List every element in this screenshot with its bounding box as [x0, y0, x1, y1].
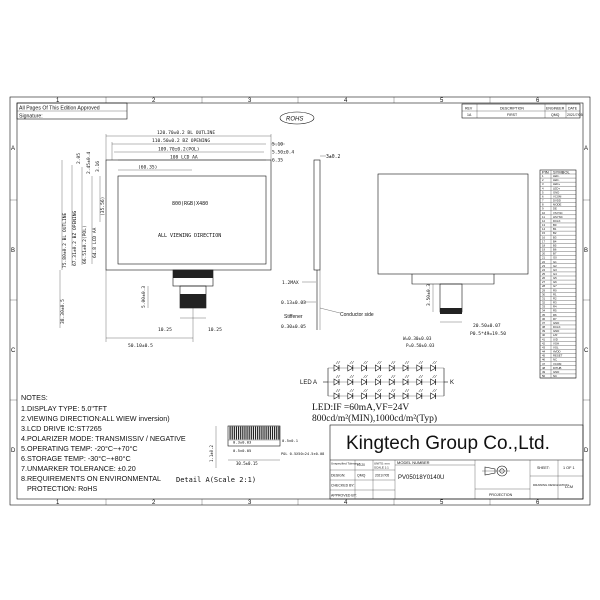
led-diode-icon [417, 361, 423, 371]
pin-symbol: G3 [553, 267, 557, 272]
contact-pad [266, 427, 267, 440]
tb-model-number: PV05018Y0140U [398, 475, 445, 481]
pin-number: 25 [542, 272, 546, 276]
led-diode-icon [348, 361, 354, 371]
pin-symbol: LED+ [553, 182, 561, 187]
pin-number: 33 [542, 304, 546, 309]
pin-symbol: R5 [553, 308, 557, 313]
led-diode-icon [375, 375, 381, 385]
pin-number: 45 [542, 353, 546, 358]
detail-dim-3: 0.5±0.1 [282, 438, 299, 443]
zone-col-6-bottom: 6 [536, 500, 540, 506]
led-diode-icon [375, 361, 381, 371]
pin-table [540, 170, 576, 379]
side-stiffener: Stiffener [284, 314, 303, 320]
contact-pad [249, 427, 250, 440]
title-block [330, 425, 583, 499]
pin-number: 48 [542, 365, 546, 370]
detail-dim-1: 0.3±0.03 [233, 439, 252, 445]
pin-number: 10 [542, 210, 546, 215]
contact-pad [244, 427, 245, 440]
front-view [60, 130, 294, 349]
pin-number: 16 [542, 235, 546, 240]
led-diode-icon [362, 361, 368, 371]
contact-pad [246, 427, 247, 440]
pin-symbol: G4 [553, 272, 557, 276]
dim-v-pol: 66.51±0.2(POL) [83, 225, 88, 264]
contact-pad [236, 427, 237, 440]
pin-number: 36 [542, 316, 546, 321]
led-diode-icon [431, 389, 437, 399]
pin-symbol: G6 [553, 280, 557, 285]
dim-38-30: 38.30±0.5 [61, 299, 66, 324]
rev-row-desc: FIRST [507, 113, 518, 117]
note-7: 7.UNMARKER TOLERANCE: ±0.20 [21, 464, 136, 473]
pin-number: 26 [542, 276, 546, 281]
rohs-badge [280, 112, 314, 124]
note-5: 5.OPERATING TEMP: -20°C~+70°C [21, 444, 138, 453]
pin-symbol: G1 [553, 259, 557, 264]
pin-symbol: R2 [553, 296, 557, 301]
viewing-label: ALL VIEWING DIRECTION [158, 233, 222, 239]
contact-pad [274, 427, 275, 440]
notes [21, 393, 186, 493]
pin-number: 4 [542, 186, 544, 191]
pin-number: 18 [542, 243, 546, 248]
dim-bl-outline: 120.70±0.2 BL OUTLINE [157, 131, 216, 136]
zone-row-a-right: A [584, 146, 589, 152]
pin-number: 24 [542, 267, 546, 272]
zone-row-c: C [11, 348, 16, 354]
pin-number: 21 [542, 255, 546, 260]
tb-design-date: 2021/7/05 [375, 473, 390, 478]
pin-symbol: GND [553, 190, 560, 195]
led-diode-icon [334, 389, 340, 399]
pin-symbol: GND [553, 329, 560, 334]
dim-right-3: 6.35 [272, 158, 284, 164]
pin-number: 28 [542, 284, 546, 289]
pin-number: 37 [542, 320, 546, 325]
led-diode-icon [403, 361, 409, 371]
pin-symbol: GND [553, 320, 560, 325]
rev-row-date: 2021/7/05 [567, 113, 583, 117]
zone-col-2: 2 [152, 98, 156, 104]
zone-col-2-bottom: 2 [152, 500, 156, 506]
pin-number: 42 [542, 341, 546, 346]
pin-symbol: R4 [553, 304, 557, 309]
detail-dim-4: 30.5±0.15 [236, 461, 258, 466]
pin-symbol: VCOM [553, 361, 562, 366]
side-0-30: 0.30±0.05 [281, 325, 306, 330]
pin-number: 12 [542, 218, 546, 223]
pin-symbol: NC [553, 374, 558, 378]
tb-projection-label: PROJECTION [489, 493, 513, 497]
pin-symbol: R0 [553, 288, 557, 293]
signature-label: Signature: [19, 113, 43, 120]
contact-pad [263, 427, 264, 440]
zone-row-d-right: D [584, 448, 589, 454]
dim-bz-opening: 110.50±0.2 BZ OPENING [152, 139, 211, 144]
pin-number: 47 [542, 361, 546, 366]
rev-header-rev: REV [465, 106, 473, 111]
pin-symbol: RESET [553, 353, 563, 358]
rear-view [378, 174, 528, 349]
pin-number: 50 [542, 374, 546, 378]
pin-symbol: DCLK [553, 325, 561, 330]
side-view [281, 154, 374, 330]
dim-pol: 109.70±0.2(POL) [158, 147, 200, 153]
dim-fpc-left: 10.25 [158, 328, 172, 333]
pin-number: 40 [542, 333, 546, 338]
dim-right-2: 5.50±0.4 [272, 150, 295, 156]
contact-pad [251, 427, 252, 440]
note-1: 1.DISPLAY TYPE: 5.0"TFT [21, 404, 108, 413]
note-2: 2.VIEWING DIRECTION:ALL WIEW inversion) [21, 414, 170, 423]
pin-symbol: B2 [553, 231, 557, 236]
pin-number: 22 [542, 259, 546, 264]
side-thickness: 3±0.2 [326, 155, 341, 160]
pin-number: 31 [542, 296, 546, 301]
tb-drawing-value: LCM [565, 485, 574, 489]
led-diode-icon [348, 389, 354, 399]
contact-pad [230, 427, 231, 440]
revision-table [462, 104, 583, 118]
pin-number: 46 [542, 357, 546, 362]
pin-number: 27 [542, 280, 546, 285]
pin-number: 2 [542, 178, 544, 183]
rev-row-eng: QMQ [551, 113, 560, 117]
pin-symbol: B0 [553, 223, 557, 228]
company-name: Kingtech Group Co.,Ltd. [346, 433, 550, 454]
pin-symbol: DE [553, 206, 557, 211]
zone-col-4-bottom: 4 [344, 500, 348, 506]
led-diode-icon [334, 361, 340, 371]
bl-outline [106, 160, 271, 270]
fpc-connector [173, 270, 213, 278]
dim-lcd-aa: 108 LCD AA [170, 155, 198, 161]
projection-symbol-icon [482, 466, 510, 476]
zone-col-1-bottom: 1 [56, 500, 60, 506]
zone-col-5: 5 [440, 98, 444, 104]
dim-lcd-half: (60.35) [138, 165, 158, 171]
led-diode-icon [403, 389, 409, 399]
rev-header-eng: ENGINEER [546, 106, 565, 111]
led-diode-icon [389, 375, 395, 385]
side-conductor: Conductor side [340, 312, 374, 318]
pin-symbol: AVDD [553, 349, 561, 354]
pin-symbol: VCOM [553, 194, 562, 199]
pin-number: 7 [542, 198, 544, 203]
led-cathode-label: K [450, 380, 455, 386]
dim-v-bz-opening: 67.31±0.2 BZ OPENING [73, 210, 78, 266]
zone-col-3-bottom: 3 [248, 500, 252, 506]
pin-symbol: LED- [553, 178, 560, 183]
detail-dim-5: 1.1±0.2 [209, 445, 214, 462]
pin-symbol: GND [553, 369, 560, 374]
note-4: 4.POLARIZER MODE: TRANSMISSIV / NEGATIVE [21, 434, 186, 443]
led-diode-icon [362, 375, 368, 385]
detail-a [176, 426, 324, 484]
led-diode-icon [389, 361, 395, 371]
pin-number: 30 [542, 292, 546, 297]
pin-symbol: R7 [553, 316, 557, 321]
zone-col-6: 6 [536, 98, 540, 104]
contact-pad [238, 427, 239, 440]
contact-pad [232, 427, 233, 440]
led-array [328, 361, 444, 399]
note-8: 8.REQUIREMENTS ON ENVIRONMENTAL [21, 474, 162, 483]
led-diode-icon [403, 375, 409, 385]
contact-pad [276, 427, 277, 440]
tb-tolerance-label: Unspecified Tolerance [331, 461, 361, 466]
pin-symbol: R6 [553, 312, 557, 317]
led-diode-icon [334, 375, 340, 385]
pin-symbol: B6 [553, 247, 557, 252]
led-diode-icon [417, 375, 423, 385]
led-diode-icon [375, 389, 381, 399]
zone-row-b: B [11, 248, 16, 254]
pin-symbol: L/R [553, 333, 558, 338]
tb-approved-label: APPROVED BY: [331, 493, 357, 498]
note-8b: PROTECTION: RoHS [21, 484, 98, 493]
zone-row-a: A [11, 146, 16, 152]
pin-number: 32 [542, 300, 546, 305]
led-spec-line2: 800cd/m²(MIN),1000cd/m²(Typ) [312, 414, 438, 424]
pin-rows [540, 174, 576, 378]
dim-v-small-3: 3.16 [96, 160, 101, 172]
pin-number: 13 [542, 223, 546, 228]
contact-pad [242, 427, 243, 440]
pin-header-pin: PIN [542, 169, 549, 175]
pin-symbol: R1 [553, 292, 557, 297]
lcd-active-area [118, 176, 266, 264]
contact-pad [257, 427, 258, 440]
rear-width: W=0.30±0.03 [403, 337, 432, 342]
contact-pad [253, 427, 254, 440]
pin-number: 15 [542, 231, 546, 236]
dim-v-small-1: 2.05 [77, 152, 82, 164]
led-anode-label: LED A [300, 380, 318, 386]
pin-number: 9 [542, 206, 544, 211]
tb-sheet-label: SHEET: [537, 466, 550, 470]
pin-symbol: R3 [553, 300, 557, 305]
pin-number: 39 [542, 329, 546, 334]
pin-symbol: G0 [553, 255, 557, 260]
rear-pitch-p: P=0.50±0.03 [406, 344, 435, 349]
note-6: 6.STORAGE TEMP: -30°C~+80°C [21, 454, 131, 463]
dim-50-10: 50.10±0.5 [128, 344, 153, 349]
pin-symbol: G7 [553, 284, 557, 289]
pin-symbol: G5 [553, 276, 557, 281]
led-diode-icon [348, 375, 354, 385]
pin-symbol: B7 [553, 251, 557, 256]
pin-number: 49 [542, 369, 546, 374]
contact-pad [278, 427, 279, 440]
rohs-label: ROHS [286, 116, 304, 123]
dim-v-bl-outline: 75.80±0.2 BL OUTLINE [63, 212, 68, 268]
zone-row-c-right: C [584, 348, 589, 354]
pin-symbol: VGL [553, 345, 559, 350]
pin-number: 23 [542, 263, 546, 268]
pin-symbol: LED- [553, 174, 560, 179]
notes-title: NOTES: [21, 393, 48, 402]
tb-units: UNITS: mm [374, 461, 390, 466]
pin-symbol: G2 [553, 263, 557, 268]
pin-symbol: DVDD [553, 198, 561, 203]
pin-symbol: HSYNC [553, 214, 563, 219]
fpc-contacts [180, 294, 206, 308]
zone-row-b-right: B [584, 248, 589, 254]
pin-symbol: NC [553, 357, 558, 362]
led-diode-icon [431, 375, 437, 385]
tb-scale: SCALE 1:1 [374, 465, 389, 470]
contact-pad [240, 427, 241, 440]
zone-col-3: 3 [248, 98, 252, 104]
zone-col-5-bottom: 5 [440, 500, 444, 506]
pin-number: 29 [542, 288, 546, 293]
led-diode-icon [389, 389, 395, 399]
led-diode-icon [431, 361, 437, 371]
tb-tolerance-value: ±0.20 [357, 463, 365, 467]
rev-row-rev: 1A [467, 113, 472, 117]
contact-pad [270, 427, 271, 440]
detail-dim-6: POL 0.5X50=24.5±0.08 [281, 452, 325, 456]
dim-fpc-right: 10.25 [208, 328, 222, 333]
pin-number: 17 [542, 239, 546, 244]
pin-symbol: B3 [553, 235, 557, 240]
pin-symbol: B4 [553, 239, 557, 244]
led-circuit [300, 361, 454, 424]
pin-number: 41 [542, 337, 546, 342]
dim-v-small-2: 2.45±0.4 [87, 151, 92, 174]
rear-20-50: 20.50±0.07 [473, 324, 501, 329]
contact-pad [259, 427, 260, 440]
pin-number: 1 [542, 174, 544, 179]
pin-number: 3 [542, 182, 544, 187]
pin-symbol: U/D [553, 337, 558, 342]
contact-pad [268, 427, 269, 440]
tb-drawing-label: DRAWING DESIGNATION [533, 483, 569, 487]
note-3: 3.LCD DRIVE IC:ST7265 [21, 424, 102, 433]
pin-number: 8 [542, 202, 544, 207]
pin-number: 11 [542, 214, 545, 219]
pin-number: 14 [542, 227, 546, 232]
dim-right-1: 5.10 [272, 142, 284, 148]
pin-number: 19 [542, 247, 546, 252]
pin-number: 6 [542, 194, 544, 199]
contact-pad [255, 427, 256, 440]
pin-number: 43 [542, 345, 546, 350]
tb-model-label: MODEL NUMBER [397, 460, 430, 465]
tb-sheet-value: 1 OF 1 [563, 466, 575, 470]
rev-header-desc: DESCRIPTION [500, 106, 524, 111]
led-diode-icon [362, 389, 368, 399]
pin-symbol: VGH [553, 341, 560, 346]
rev-header-date: DATE [568, 106, 578, 111]
pin-symbol: DITHB [553, 365, 562, 370]
pin-number: 35 [542, 312, 546, 317]
led-spec-line1: LED:IF =60mA,VF=24V [312, 403, 410, 413]
rear-3-50: 3.50±0.3 [427, 283, 432, 306]
pin-symbol: DCLK [553, 218, 561, 223]
side-0-13: 0.13±0.03 [281, 301, 306, 306]
detail-contacts [230, 427, 280, 440]
rear-pitch: P0.5*49=19.50 [470, 332, 506, 337]
approval-note: All Pages Of This Edition Approved [19, 105, 100, 112]
zone-col-4: 4 [344, 98, 348, 104]
pin-number: 38 [542, 325, 546, 330]
resolution-label: 800(RGB)X480 [172, 201, 209, 207]
tb-design-label: DESIGN: [331, 473, 346, 478]
tb-design-value: QMQ [357, 473, 366, 478]
tb-checked-label: CHECKED BY: [331, 483, 355, 488]
pin-header-symbol: SYMBOL [553, 169, 570, 175]
side-1-2max: 1.2MAX [282, 281, 299, 286]
zone-row-d: D [11, 448, 16, 454]
dim-v-lcd-aa: 64.8 LCD AA [93, 227, 98, 258]
contact-pad [261, 427, 262, 440]
led-diode-icon [417, 389, 423, 399]
pin-symbol: B1 [553, 227, 557, 232]
dim-fpc-height: 5.00±0.3 [142, 285, 147, 308]
pin-symbol: B5 [553, 243, 557, 248]
detail-caption: Detail A(Scale 2:1) [176, 476, 257, 484]
pin-symbol: MODE [553, 202, 562, 207]
pin-number: 5 [542, 190, 544, 195]
pin-number: 44 [542, 349, 546, 354]
detail-dim-2: 0.5±0.05 [233, 448, 252, 453]
zone-col-1: 1 [56, 98, 60, 104]
pin-symbol: LED+ [553, 186, 561, 191]
contact-pad [234, 427, 235, 440]
dim-v-lcd-half: (35.56) [101, 196, 106, 216]
pin-symbol: VSYNC [553, 210, 563, 215]
contact-pad [272, 427, 273, 440]
pin-number: 20 [542, 251, 546, 256]
pin-number: 34 [542, 308, 546, 313]
approval-box [17, 103, 127, 120]
